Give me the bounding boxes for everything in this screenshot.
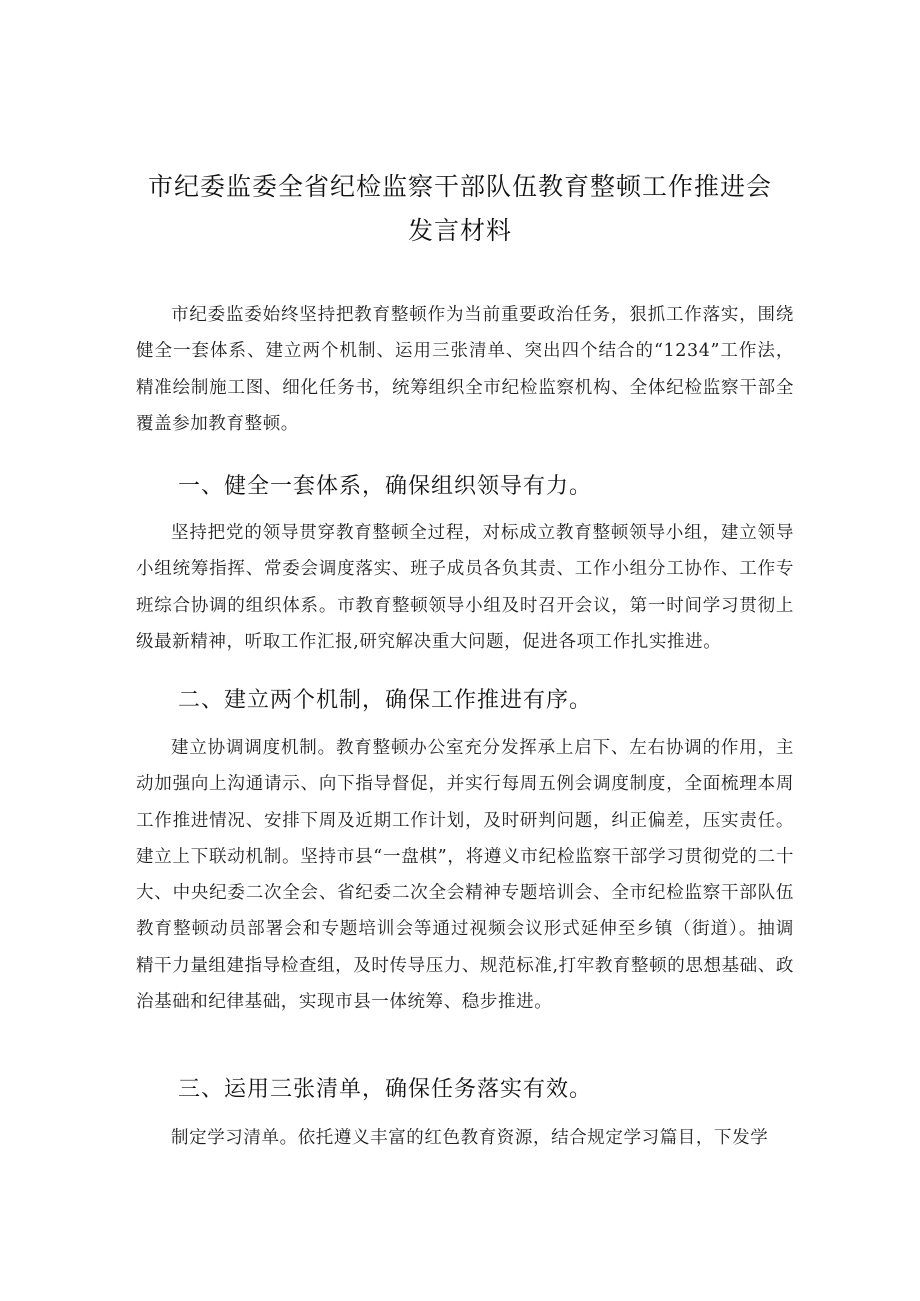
section-heading-3: 三、运用三张清单，确保任务落实有效。 bbox=[178, 1077, 593, 1102]
section-heading-1: 一、健全一套体系，确保组织领导有力。 bbox=[178, 474, 593, 499]
section-body-3: 制定学习清单。依托遵义丰富的红色教育资源，结合规定学习篇目，下发学 bbox=[171, 1128, 769, 1148]
document-title-line-1: 市纪委监委全省纪检监察干部队伍教育整顿工作推进会 bbox=[147, 172, 772, 201]
document-title-line-2: 发言材料 bbox=[407, 216, 512, 245]
section-body-2: 建立协调调度机制。教育整顿办公室充分发挥承上启下、左右协调的作用，主动加强向上沟通请示、向下指导督促，并实行每周五例会调度制度，全面梳理本周工作推进情况、安排下周及近期工作计划，及时研判问题，纠正偏差，压实责任。建立上下联动机制。坚持市县“一盘棋”，将遵义市纪检监察干部学习贯彻党的二十大、中央纪委二次全会、省纪委二次全会精神专题培训会、全市纪检监察干部队伍教育整顿动员部署会和专题培训会等通过视频会议形式延伸至乡镇（街道）。抽调精干力量组建指导检查组，及时传导压力、规范标准,打牢教育整顿的思想基础、政治基础和纪律基础，实现市县一体统筹、稳步推进。 bbox=[136, 738, 794, 1013]
intro-paragraph: 市纪委监委始终坚持把教育整顿作为当前重要政治任务，狠抓工作落实，围绕健全一套体系、建立两个机制、运用三张清单、突出四个结合的“1234”工作法，精准绘制施工图、细化任务书，统筹组织全市纪检监察机构、全体纪检监察干部全覆盖参加教育整顿。 bbox=[136, 305, 794, 434]
section-heading-2: 二、建立两个机制，确保工作推进有序。 bbox=[178, 688, 593, 713]
section-body-1: 坚持把党的领导贯穿教育整顿全过程，对标成立教育整顿领导小组，建立领导小组统筹指挥、常委会调度落实、班子成员各负其责、工作小组分工协作、工作专班综合协调的组织体系。市教育整顿领导小组及时召开会议，第一时间学习贯彻上级最新精神，听取工作汇报,研究解决重大问题，促进各项工作扎实推进。 bbox=[136, 523, 794, 652]
